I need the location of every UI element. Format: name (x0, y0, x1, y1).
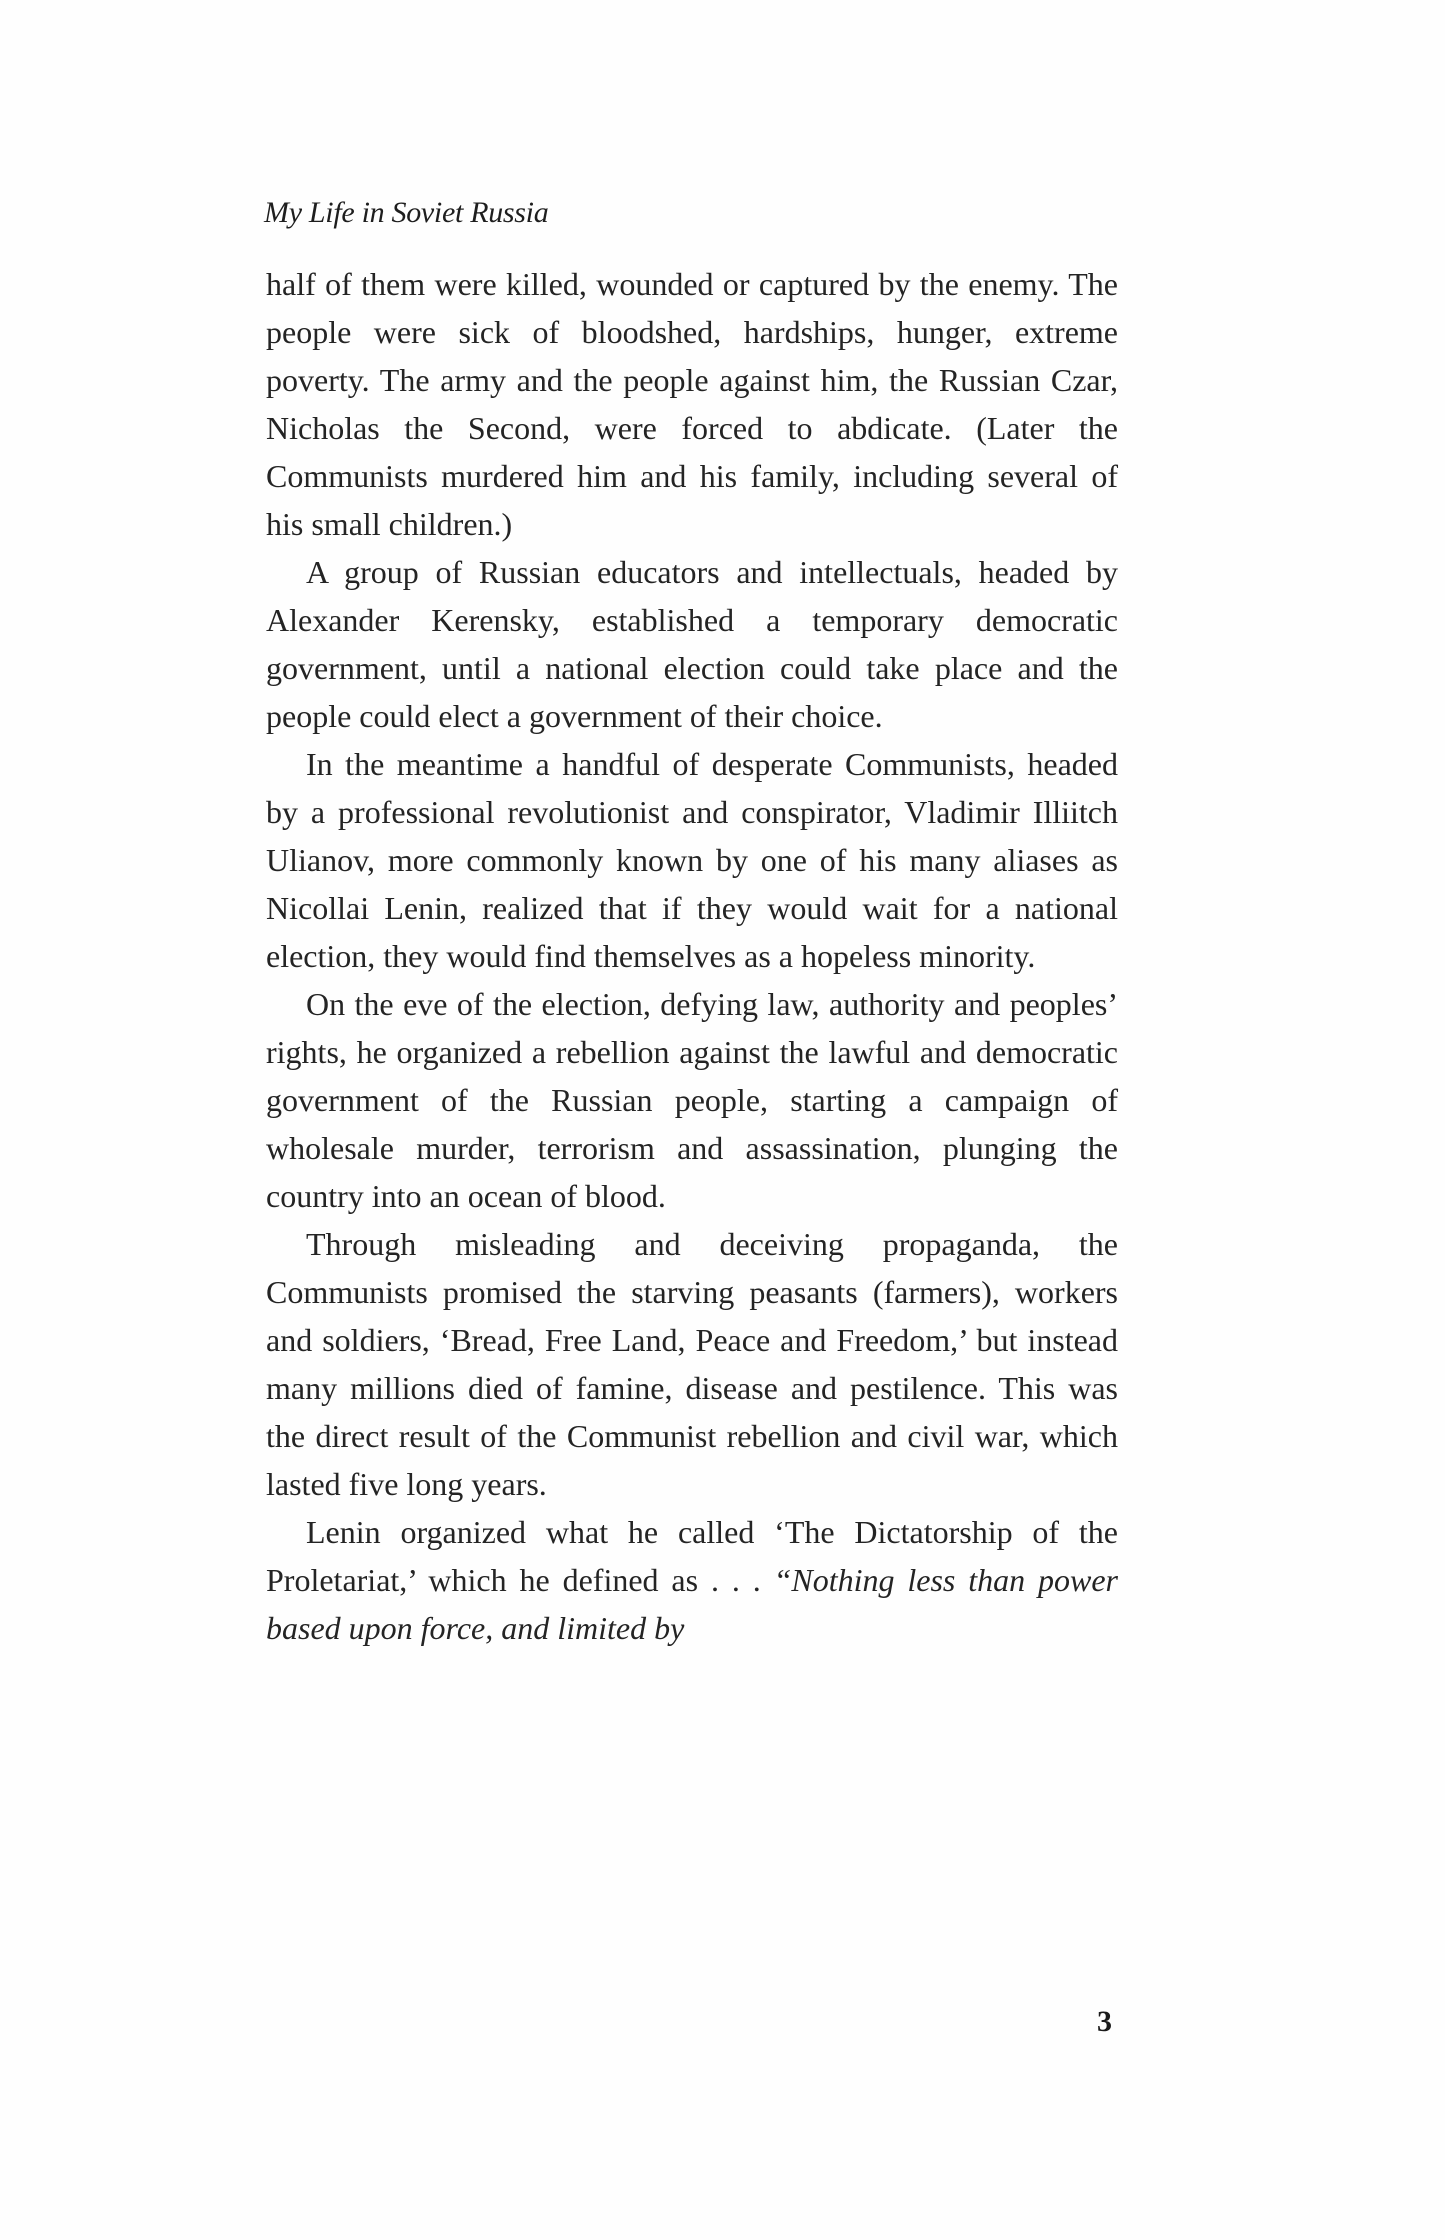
page-number: 3 (1097, 2005, 1112, 2038)
paragraph-2: A group of Russian educators and intellectuals, headed by Alexander Kerensky, established a temporary democratic government, until a national election could take place and the people could elect a government of their choice. (266, 554, 1118, 734)
lenin-quote: “Nothing less than power based upon force, and limited by (266, 1562, 1119, 1646)
body-text (266, 260, 1118, 1652)
paragraph-5: Through misleading and deceiving propaganda, the Communists promised the starving peasants (farmers), workers and soldiers, ‘Bread, Free Land, Peace and Freedom,’ but instead many millions died of famine, disease and pestilence. This was the direct result of the Communist rebellion and civil war, which lasted five long years. (266, 1226, 1118, 1502)
paragraph-6-text: Lenin organized what he called ‘The Dictatorship of the Proletariat,’ which he defined as . . . (266, 1514, 1118, 1598)
paragraph-6 (266, 1508, 1118, 1652)
paragraph-3: In the meantime a handful of desperate Communists, headed by a professional revolutionist and conspirator, Vladimir Illiitch Ulianov, more commonly known by one of his many aliases as Nicollai Lenin, realized that if they would wait for a national election, they would find themselves as a hopeless minority. (266, 746, 1118, 974)
paragraph-4: On the eve of the election, defying law, authority and peoples’ rights, he organized a rebellion against the lawful and democratic government of the Russian people, starting a campaign of wholesale murder, terrorism and assassination, plunging the country into an ocean of blood. (266, 986, 1118, 1214)
running-head-title: My Life in Soviet Russia (264, 196, 549, 229)
paragraph-1: half of them were killed, wounded or captured by the enemy. The people were sick of bloodshed, hardships, hunger, extreme poverty. The army and the people against him, the Russian Czar, Nicholas the Second, were forced to abdicate. (Later the Communists murdered him and his family, including several of his small children.) (266, 266, 1118, 542)
